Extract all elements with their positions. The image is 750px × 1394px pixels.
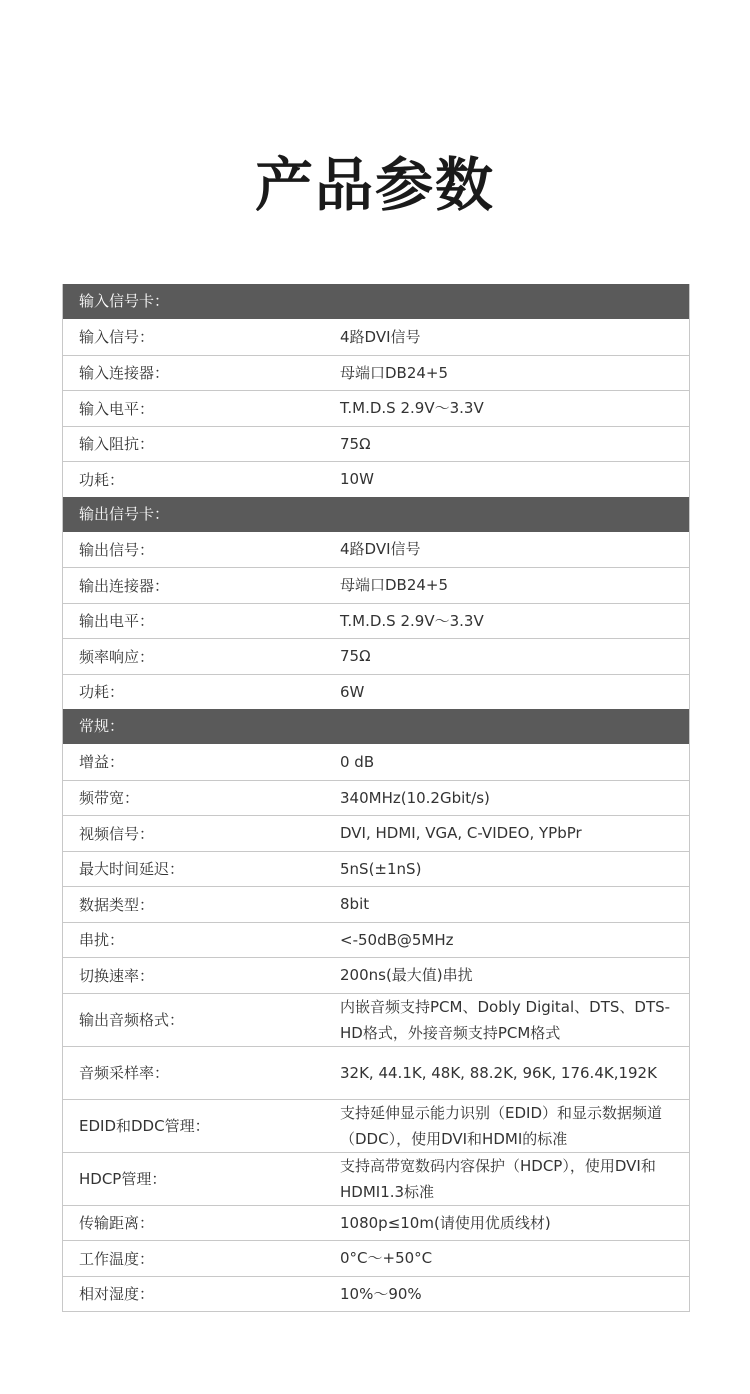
spec-row xyxy=(63,426,689,462)
spec-label: 输出信号： xyxy=(79,540,155,559)
page-title: 产品参数 xyxy=(254,151,495,219)
spec-row xyxy=(63,1240,689,1276)
spec-row xyxy=(63,1099,689,1152)
spec-value: 75Ω xyxy=(340,647,371,666)
spec-row xyxy=(63,532,689,568)
spec-label: 频率响应： xyxy=(79,647,155,666)
spec-value: DVI, HDMI, VGA, C-VIDEO, YPbPr xyxy=(340,824,582,843)
spec-label: 相对湿度： xyxy=(79,1285,155,1304)
spec-value: T.M.D.S 2.9V～3.3V xyxy=(340,399,484,418)
spec-row xyxy=(63,780,689,816)
spec-value: 4路DVI信号 xyxy=(340,327,421,346)
spec-value: 支持延伸显示能力识别（EDID）和显示数据频道（DDC），使用DVI和HDMI的标准 xyxy=(340,1103,663,1148)
spec-value: 8bit xyxy=(340,895,370,914)
spec-value: T.M.D.S 2.9V～3.3V xyxy=(340,611,484,630)
spec-label: 频带宽： xyxy=(79,789,140,808)
spec-row xyxy=(63,851,689,887)
spec-label: 数据类型： xyxy=(79,895,155,914)
spec-row xyxy=(63,744,689,780)
spec-label: 输入连接器： xyxy=(79,364,170,383)
section-header: 输入信号卡： xyxy=(63,284,689,319)
spec-label: EDID和DDC管理： xyxy=(79,1117,210,1135)
spec-label: 功耗： xyxy=(79,683,125,702)
spec-row xyxy=(63,390,689,426)
spec-value: 6W xyxy=(340,682,365,701)
spec-label: 传输距离： xyxy=(79,1214,155,1233)
spec-value: 母端口DB24+5 xyxy=(340,363,449,382)
section-header: 常规： xyxy=(63,709,689,744)
spec-row xyxy=(63,1276,689,1312)
spec-label: 增益： xyxy=(79,753,125,772)
spec-label: 输出音频格式： xyxy=(79,1011,185,1029)
spec-label: 切换速率： xyxy=(79,966,155,985)
spec-row xyxy=(63,993,689,1046)
spec-label: 输出连接器： xyxy=(79,576,170,595)
spec-value: 340MHz(10.2Gbit/s) xyxy=(340,788,490,807)
spec-label: 最大时间延迟： xyxy=(79,860,185,879)
spec-value: 0°C～+50°C xyxy=(340,1249,433,1268)
spec-value: <-50dB@5MHz xyxy=(340,930,454,949)
spec-value: 10%～90% xyxy=(340,1284,422,1303)
spec-row xyxy=(63,815,689,851)
spec-label: HDCP管理： xyxy=(79,1170,167,1188)
spec-value: 32K, 44.1K, 48K, 88.2K, 96K, 176.4K,192K xyxy=(340,1063,657,1082)
spec-label: 功耗： xyxy=(79,470,125,489)
spec-value: 75Ω xyxy=(340,434,371,453)
spec-row xyxy=(63,674,689,710)
spec-label: 音频采样率： xyxy=(79,1064,170,1082)
spec-value: 0 dB xyxy=(340,752,375,771)
spec-row xyxy=(63,922,689,958)
spec-row xyxy=(63,603,689,639)
spec-row xyxy=(63,1046,689,1099)
spec-label: 输出电平： xyxy=(79,612,155,631)
spec-table xyxy=(62,284,690,1312)
spec-row xyxy=(63,886,689,922)
spec-label: 工作温度： xyxy=(79,1249,155,1268)
spec-value: 5nS(±1nS) xyxy=(340,859,422,878)
spec-row xyxy=(63,355,689,391)
spec-value: 4路DVI信号 xyxy=(340,540,421,559)
spec-value: 母端口DB24+5 xyxy=(340,576,449,595)
spec-row xyxy=(63,1205,689,1241)
spec-value: 1080p≤10m(请使用优质线材) xyxy=(340,1213,551,1232)
spec-label: 输入信号： xyxy=(79,328,155,347)
section-header: 输出信号卡： xyxy=(63,497,689,532)
spec-row xyxy=(63,1152,689,1205)
spec-row xyxy=(63,461,689,497)
spec-label: 输入阻抗： xyxy=(79,435,155,454)
spec-row xyxy=(63,319,689,355)
spec-value: 内嵌音频支持PCM、Dobly Digital、DTS、DTS-HD格式，外接音频支持PCM格式 xyxy=(340,997,671,1042)
spec-row xyxy=(63,567,689,603)
spec-row xyxy=(63,638,689,674)
spec-row xyxy=(63,957,689,993)
spec-label: 串扰： xyxy=(79,931,125,950)
spec-value: 10W xyxy=(340,470,374,489)
spec-value: 200ns(最大值)串扰 xyxy=(340,966,473,985)
spec-value: 支持高带宽数码内容保护（HDCP），使用DVI和HDMI1.3标准 xyxy=(340,1156,656,1201)
spec-label: 视频信号： xyxy=(79,824,155,843)
spec-label: 输入电平： xyxy=(79,399,155,418)
